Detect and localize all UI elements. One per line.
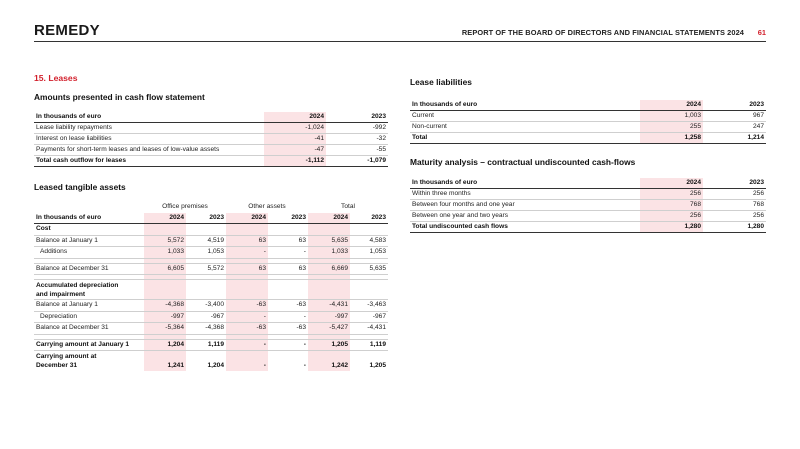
lease-liabilities-table [410,100,766,144]
cell-value: 1,033 [308,247,350,259]
group-office-premises: Office premises [162,203,208,210]
row-label: Balance at January 1 [34,235,144,247]
table-row [410,111,766,122]
cell-value: -967 [350,311,388,323]
column-year: 2023 [186,213,226,224]
cell-value: - [226,311,268,323]
cash-flow-heading: Amounts presented in cash flow statement [34,92,205,102]
column-year: 2024 [308,213,350,224]
table-row [34,263,388,275]
row-label: Non-current [410,122,640,133]
table-row [410,211,766,222]
cell-value: 1,205 [369,362,386,369]
report-title: REPORT OF THE BOARD OF DIRECTORS AND FINANCIAL STATEMENTS 2024 [461,28,744,37]
value-2023: 256 [703,189,766,200]
group-other-assets: Other assets [248,203,286,210]
row-label: Balance at December 31 [34,323,144,335]
table-row [34,145,388,156]
value-2023: -32 [326,134,388,145]
section-title: 15. Leases [34,73,78,83]
leased-assets-heading: Leased tangible assets [34,182,126,192]
cell-value: - [226,339,268,351]
table-header-row [410,178,766,189]
value-2023: -55 [326,145,388,156]
value-2023: 967 [703,111,766,122]
cell-value: 1,241 [144,351,186,372]
cell-value: -997 [144,311,186,323]
group-total: Total [341,203,355,210]
table-row [410,200,766,211]
total-2024: 1,258 [640,133,703,144]
cell-value: -5,364 [144,323,186,335]
row-label: Lease liability repayments [34,123,264,134]
group-header-row [34,202,388,213]
column-year: 2023 [268,213,308,224]
row-label: Additions [34,247,144,259]
maturity-analysis-heading: Maturity analysis – contractual undiscounted cash-flows [410,157,636,167]
table-row [410,189,766,200]
total-row [34,156,388,167]
row-label: Balance at December 31 [34,263,144,275]
total-2024: -1,112 [264,156,326,167]
cell-value: 1,053 [186,247,226,259]
value-2024: 255 [640,122,703,133]
cell-value: 1,033 [144,247,186,259]
cell-value: -63 [226,323,268,335]
cell-value: -63 [226,300,268,312]
company-logo: REMEDY [34,22,100,39]
value-2024: -47 [264,145,326,156]
column-2023: 2023 [703,178,766,189]
maturity-analysis-table [410,178,766,233]
column-2023: 2023 [326,112,388,123]
page-number: 61 [757,28,766,37]
cell-value: 1,204 [144,339,186,351]
total-2023: 1,280 [703,222,766,233]
column-year: 2024 [226,213,268,224]
cell-value: 1,204 [207,362,224,369]
column-label: In thousands of euro [410,100,640,111]
row-label: Carrying amount at December 31 [36,353,97,369]
cell-value: 6,669 [308,263,350,275]
value-2023: 256 [703,211,766,222]
cell-value: 63 [268,235,308,247]
value-2024: 1,003 [640,111,703,122]
total-label: Total cash outflow for leases [34,156,264,167]
column-year: 2023 [350,213,388,224]
value-2024: -41 [264,134,326,145]
cell-value: - [226,247,268,259]
total-2023: 1,214 [703,133,766,144]
total-label: Total undiscounted cash flows [410,222,640,233]
column-label: In thousands of euro [34,112,264,123]
row-label: Between one year and two years [410,211,640,222]
total-label: Total [410,133,640,144]
value-2023: 247 [703,122,766,133]
row-label: Between four months and one year [410,200,640,211]
table-header-row [34,112,388,123]
cell-value: -4,368 [144,300,186,312]
value-2024: 256 [640,211,703,222]
table-row [34,134,388,145]
carrying-amount-jan-row [34,339,388,351]
lease-liabilities-heading: Lease liabilities [410,77,472,87]
cell-value: -997 [308,311,350,323]
cell-value: - [226,351,268,372]
cell-value: 63 [226,263,268,275]
cell-value: 63 [268,263,308,275]
cell-value: -3,463 [350,300,388,312]
cost-row [34,224,388,236]
cell-value: 1,053 [350,247,388,259]
total-2024: 1,280 [640,222,703,233]
table-row [34,235,388,247]
table-row [34,123,388,134]
cell-value: 5,572 [144,235,186,247]
column-2023: 2023 [703,100,766,111]
table-header-row [410,100,766,111]
row-label: Depreciation [34,311,144,323]
cell-value: 1,242 [308,351,350,372]
value-2024: -1,024 [264,123,326,134]
cell-value: 6,605 [144,263,186,275]
table-row [410,122,766,133]
row-label: Payments for short-term leases and leases of low-value assets [34,145,264,156]
cell-value: 1,119 [350,339,388,351]
table-row [34,311,388,323]
header-divider [34,41,766,42]
cell-value: 5,635 [350,263,388,275]
cell-value: 1,119 [186,339,226,351]
table-row [34,323,388,335]
cell-value: 1,205 [308,339,350,351]
table-header-row [34,213,388,224]
table-row [34,300,388,312]
value-2024: 256 [640,189,703,200]
cell-value: 5,635 [308,235,350,247]
cell-value: - [268,311,308,323]
row-label: Interest on lease liabilities [34,134,264,145]
value-2024: 768 [640,200,703,211]
column-label: In thousands of euro [410,178,640,189]
cell-value: 63 [226,235,268,247]
column-year: 2024 [144,213,186,224]
total-row [410,133,766,144]
acc-depreciation-label: Accumulated depreciation and impairment [34,280,144,300]
cell-value: -967 [186,311,226,323]
total-2023: -1,079 [326,156,388,167]
cell-value: -63 [268,300,308,312]
row-label: Balance at January 1 [34,300,144,312]
column-2024: 2024 [264,112,326,123]
cell-value: -4,431 [350,323,388,335]
cell-value: - [268,339,308,351]
column-label: In thousands of euro [34,213,144,224]
cell-value: -3,400 [186,300,226,312]
cell-value: -5,427 [308,323,350,335]
value-2023: 768 [703,200,766,211]
column-2024: 2024 [640,100,703,111]
cell-value: - [303,362,306,369]
cell-value: - [268,247,308,259]
row-label: Within three months [410,189,640,200]
cell-value: 4,519 [186,235,226,247]
table-row [34,247,388,259]
carrying-amount-dec-row [34,351,388,372]
cost-label: Cost [34,224,144,236]
cell-value: 4,583 [350,235,388,247]
cell-value: -4,431 [308,300,350,312]
cell-value: -63 [268,323,308,335]
cash-flow-table [34,112,388,167]
row-label: Carrying amount at January 1 [34,339,144,351]
row-label: Current [410,111,640,122]
leased-assets-table [34,202,388,371]
cell-value: 5,572 [186,263,226,275]
acc-depreciation-header-row [34,280,388,300]
value-2023: -992 [326,123,388,134]
cell-value: -4,368 [186,323,226,335]
total-row [410,222,766,233]
column-2024: 2024 [640,178,703,189]
